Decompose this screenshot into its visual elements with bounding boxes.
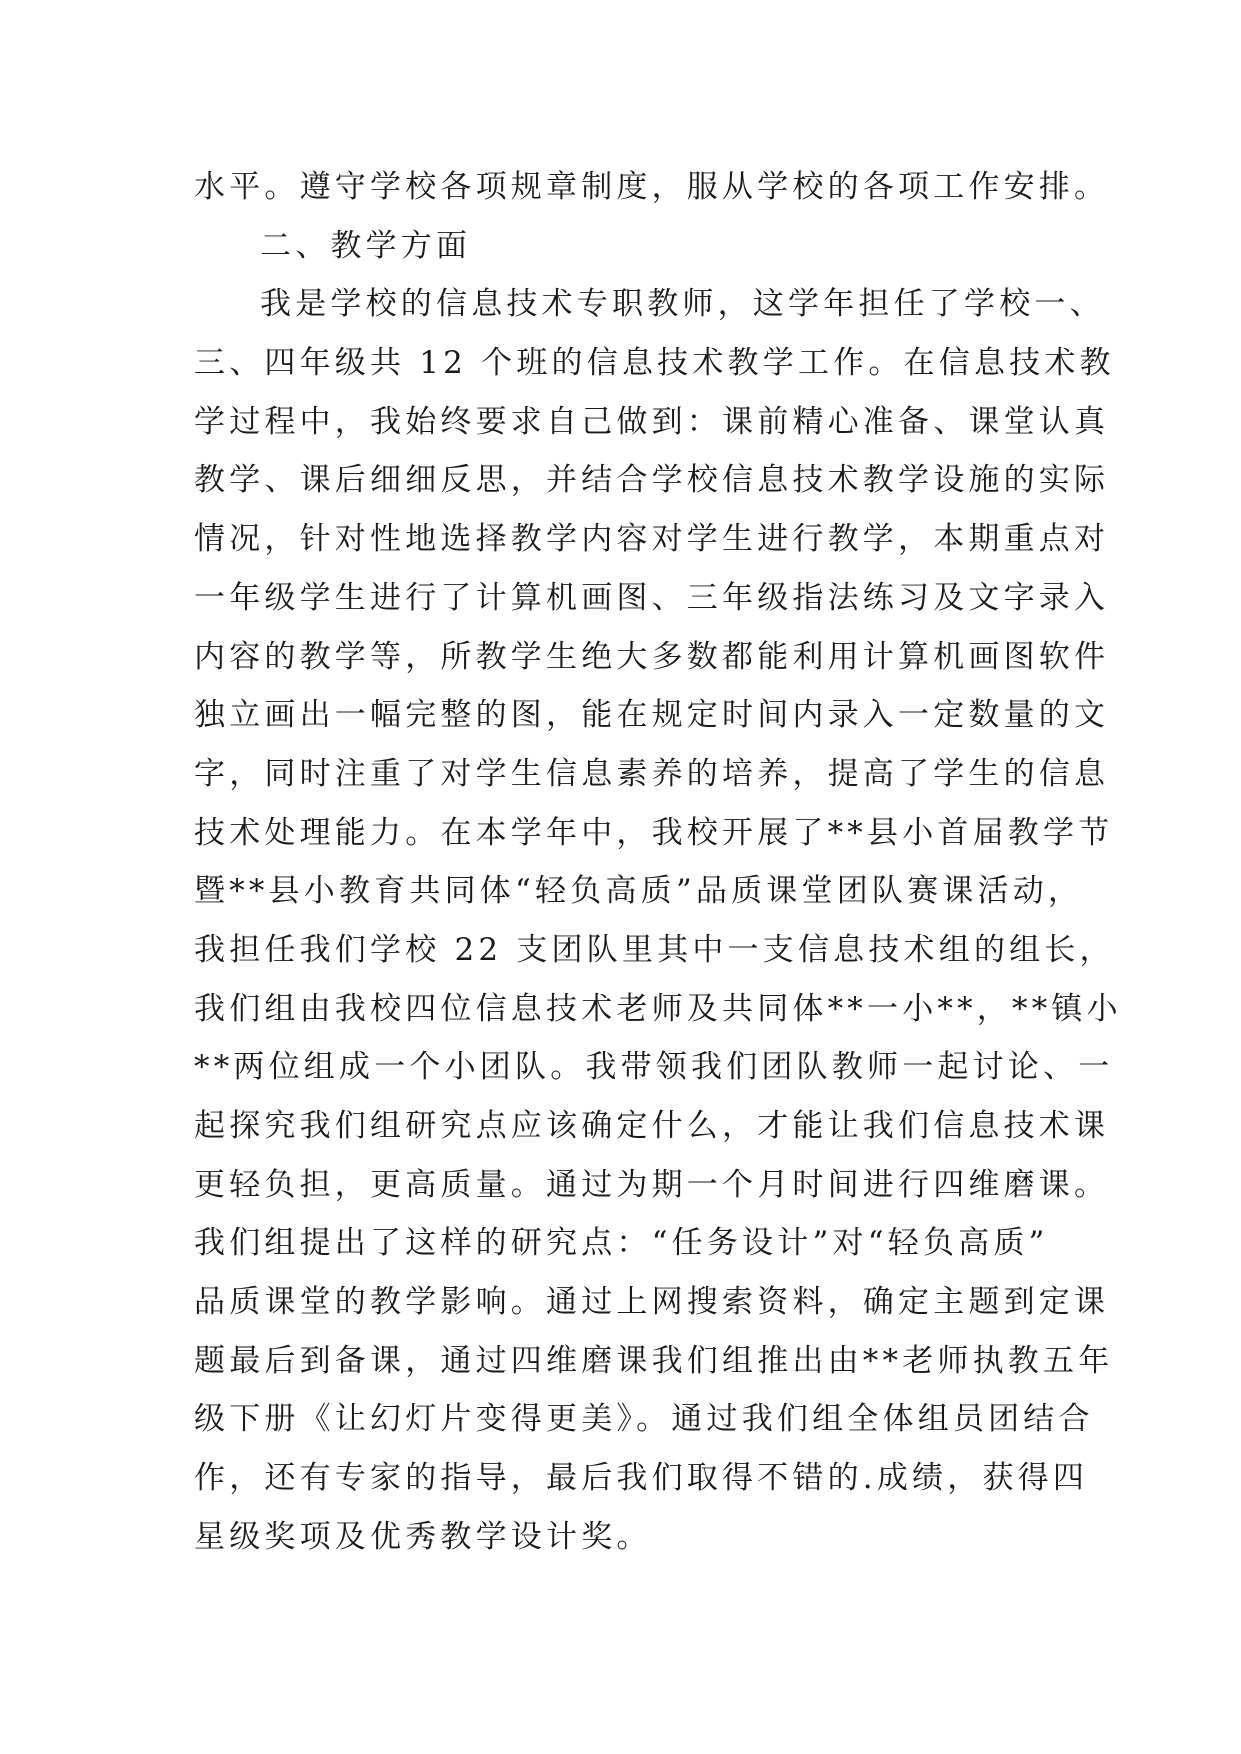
text-line: 情况，针对性地选择教学内容对学生进行教学，本期重点对 <box>194 521 1110 558</box>
text-line: 题最后到备课，通过四维磨课我们组推出由**老师执教五年 <box>194 1342 1114 1379</box>
text-line: 内容的教学等，所教学生绝大多数都能利用计算机画图软件 <box>194 638 1110 675</box>
text-line: 我们组由我校四位信息技术老师及共同体**一小**，**镇小 <box>194 990 1122 1027</box>
text-line: 更轻负担，更高质量。通过为期一个月时间进行四维磨课。 <box>194 1166 1110 1203</box>
text-line: 起探究我们组研究点应该确定什么，才能让我们信息技术课 <box>194 1108 1110 1144</box>
section-heading: 二、教学方面 <box>260 227 472 264</box>
text-line: 级下册《让幻灯片变得更美》。通过我们组全体组员团结合 <box>194 1401 1094 1438</box>
text-line: 暨**县小教育共同体“轻负高质”品质课堂团队赛课活动， <box>194 873 1084 910</box>
text-line: 技术处理能力。在本学年中，我校开展了**县小首届教学节 <box>194 814 1114 851</box>
text-line: 作，还有专家的指导，最后我们取得不错的.成绩，获得四 <box>194 1460 1089 1497</box>
text-line: 字，同时注重了对学生信息素养的培养，提高了学生的信息 <box>194 755 1110 792</box>
text-line: 三、四年级共 12 个班的信息技术教学工作。在信息技术教 <box>194 345 1115 382</box>
text-line: 一年级学生进行了计算机画图、三年级指法练习及文字录入 <box>194 579 1110 616</box>
text-line: 学过程中，我始终要求自己做到：课前精心准备、课堂认真 <box>194 403 1110 440</box>
text-line: **两位组成一个小团队。我带领我们团队教师一起讨论、一 <box>194 1049 1114 1086</box>
text-line: 我担任我们学校 22 支团队里其中一支信息技术组的组长， <box>194 931 1115 968</box>
text-line: 品质课堂的教学影响。通过上网搜索资料，确定主题到定课 <box>194 1284 1110 1321</box>
text-line: 星级奖项及优秀教学设计奖。 <box>194 1518 652 1555</box>
text-line: 我们组提出了这样的研究点：“任务设计”对“轻负高质” <box>194 1225 1049 1262</box>
text-line: 教学、课后细细反思，并结合学校信息技术教学设施的实际 <box>194 462 1110 499</box>
text-line: 独立画出一幅完整的图，能在规定时间内录入一定数量的文 <box>194 697 1110 734</box>
text-line: 我是学校的信息技术专职教师，这学年担任了学校一、 <box>260 286 1105 323</box>
text-line: 水平。遵守学校各项规章制度，服从学校的各项工作安排。 <box>194 169 1110 205</box>
body-text <box>194 158 1122 1567</box>
